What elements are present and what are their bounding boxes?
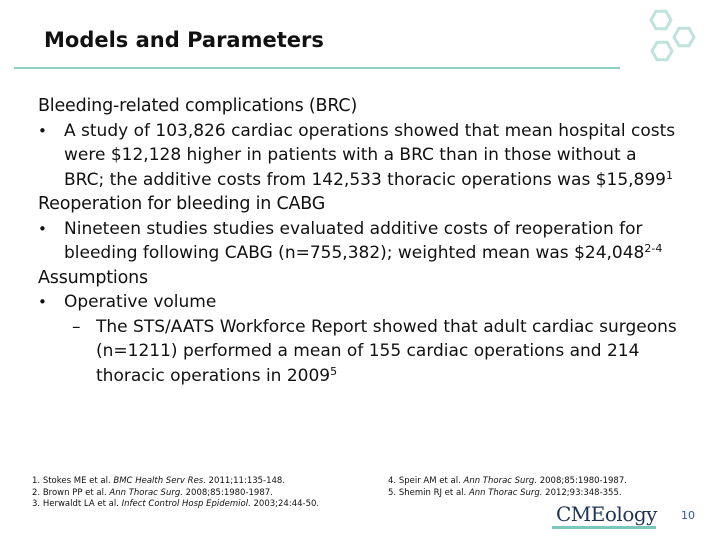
brand-logo: CMEology (556, 502, 657, 526)
bullet-dot-icon: • (38, 219, 47, 238)
reference-item: 2. Brown PP et al. Ann Thorac Surg. 2008;85:1980-1987. (32, 487, 273, 498)
bullet-operative-volume (38, 290, 678, 315)
section-heading-reoperation: Reoperation for bleeding in CABG (38, 194, 326, 214)
reference-item: 5. Shemin RJ et al. Ann Thorac Surg. 2012;93:348-355. (388, 487, 622, 498)
reference-item: 3. Herwaldt LA et al. Infect Control Hosp Epidemiol. 2003;24:44-50. (32, 499, 320, 509)
page-number: 10 (681, 509, 695, 522)
citation-ref: 5 (330, 364, 338, 378)
references-right (388, 476, 627, 499)
dash-icon: – (72, 316, 81, 337)
reference-item: 1. Stokes ME et al. BMC Health Serv Res. 2011;11:135-148. (32, 476, 286, 486)
section-heading-brc: Bleeding-related complications (BRC) (38, 96, 358, 116)
slide-title: Models and Parameters (44, 28, 324, 52)
brand-underline (552, 526, 656, 529)
section-heading-assumptions: Assumptions (38, 267, 148, 288)
citation-ref: 1 (666, 168, 673, 182)
bullet-text: A study of 103,826 cardiac operations showed that mean hospital costs were $12,128 higher in patients with a BRC than in those without a BRC; the additive costs from 142,533 thoracic operations was $15,899 (64, 120, 676, 190)
bullet-text: Nineteen studies studies evaluated additive costs of reoperation for bleeding following CABG (n=755,382); weighted mean was $24,048 (64, 218, 645, 263)
bullet-dot-icon: • (38, 121, 47, 140)
hexagon-logo-icon (632, 6, 704, 64)
bullet-dot-icon: • (38, 293, 47, 311)
sub-bullet-workforce (38, 315, 678, 389)
sub-bullet-text: The STS/AATS Workforce Report showed that adult cardiac surgeons (n=1211) performed a mean of 155 cardiac operations and 214 thoracic operations in 2009 (96, 316, 677, 386)
bullet-text: Operative volume (64, 292, 217, 312)
citation-ref: 2-4 (644, 242, 663, 255)
bullet-brc (38, 119, 678, 193)
title-divider (14, 67, 620, 69)
references-left (32, 476, 319, 511)
slide-body (38, 94, 678, 388)
bullet-reoperation (38, 217, 678, 266)
reference-item: 4. Speir AM et al. Ann Thorac Surg. 2008;85:1980-1987. (388, 476, 627, 486)
